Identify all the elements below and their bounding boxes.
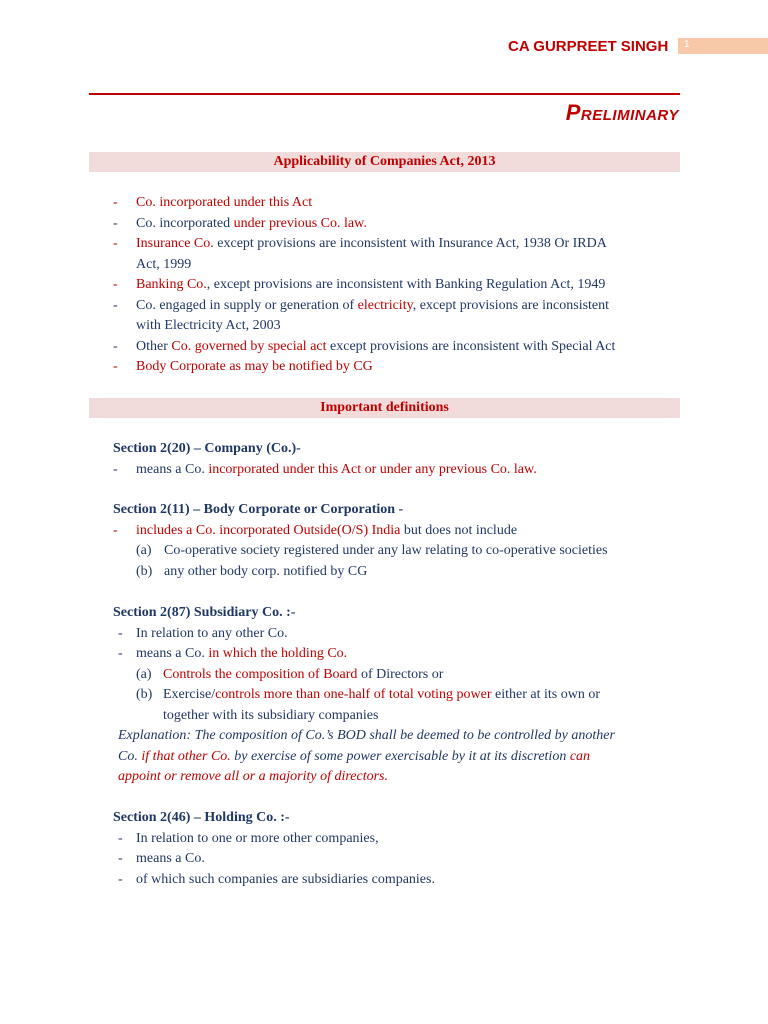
applicability-item — [136, 275, 605, 295]
text-run: In relation to one or more other companies, — [136, 830, 379, 846]
text-run: Co. incorporated — [136, 215, 234, 231]
bullet-dash: - — [113, 195, 118, 210]
header-author: CA GURPREET SINGH — [508, 38, 669, 55]
text-run: together with its subsidiary companies — [163, 707, 379, 723]
text-run: includes a Co. incorporated Outside(O/S) India — [136, 522, 401, 538]
sub-item-marker: (a) — [136, 666, 152, 682]
text-run: , except provisions are inconsistent with Banking Regulation Act, 1949 — [206, 277, 606, 292]
applicability-item-continued — [136, 316, 281, 336]
text-run: Banking Co. — [136, 277, 207, 292]
applicability-item — [136, 296, 609, 316]
section-title: Section 2(87) Subsidiary Co. :- — [113, 605, 296, 620]
definition-sub-item — [164, 541, 608, 561]
applicability-item — [136, 193, 312, 213]
chapter-title: Preliminary — [565, 100, 679, 125]
definition-sub-item — [164, 562, 367, 582]
definition-sub-item — [163, 685, 600, 705]
sub-item-marker: (b) — [136, 687, 153, 702]
bullet-dash: - — [113, 277, 118, 292]
definition-sub-item-continued — [163, 706, 378, 726]
applicability-item — [136, 234, 607, 254]
page-number: 1 — [684, 39, 690, 50]
definition-item — [136, 644, 347, 664]
definition-item — [136, 829, 379, 849]
text-run: Exercise/ — [163, 687, 216, 702]
text-run: any other body corp. notified by CG — [164, 563, 368, 579]
text-run: under previous Co. law. — [233, 215, 367, 231]
text-run: but does not include — [400, 522, 518, 538]
header-rule — [89, 93, 680, 95]
text-run: Explanation: The composition of Co.’s BOD shall be deemed to be controlled by another — [118, 728, 615, 743]
applicability-heading: Applicability of Companies Act, 2013 — [89, 152, 680, 172]
bullet-dash: - — [113, 297, 118, 313]
explanation-line — [118, 726, 615, 746]
definition-item — [136, 521, 517, 541]
applicability-item — [136, 357, 373, 377]
bullet-dash: - — [113, 215, 118, 231]
applicability-item — [136, 214, 367, 234]
text-run: Co-operative society registered under any law relating to co-operative societies — [164, 543, 608, 558]
bullet-dash: - — [113, 359, 118, 374]
text-run: with Electricity Act, 2003 — [136, 318, 281, 333]
text-run: , except provisions are inconsistent — [412, 297, 610, 313]
text-run: if that other Co. — [141, 748, 231, 764]
definition-sub-item — [163, 665, 443, 685]
text-run: except provisions are inconsistent with Insurance Act, 1938 Or IRDA — [213, 236, 607, 251]
text-run: Act, 1999 — [136, 256, 192, 272]
sub-item-marker: (a) — [136, 543, 152, 558]
section-title: Section 2(46) – Holding Co. :- — [113, 810, 290, 825]
applicability-item-continued — [136, 255, 191, 275]
text-run: Insurance Co. — [136, 236, 214, 251]
page-number-box — [678, 38, 768, 54]
text-run: means a Co. — [136, 851, 205, 866]
bullet-dash: - — [113, 236, 118, 251]
text-run: Other — [136, 338, 172, 354]
sub-item-marker: (b) — [136, 563, 153, 579]
explanation-line — [118, 747, 590, 767]
text-run: means a Co. — [136, 461, 209, 477]
text-run: means a Co. — [136, 646, 209, 661]
text-run: appoint or remove all or a majority of directors. — [118, 769, 388, 784]
bullet-dash: - — [118, 851, 123, 866]
text-run: either at its own or — [491, 687, 601, 702]
bullet-dash: - — [118, 871, 123, 887]
text-run: Co. — [118, 748, 142, 764]
text-run: Co. governed by special act — [171, 338, 327, 354]
section-title: Section 2(11) – Body Corporate or Corporation - — [113, 502, 404, 517]
text-run: incorporated under this Act or under any previous Co. law. — [208, 461, 537, 477]
text-run: Co. incorporated under this Act — [136, 195, 313, 210]
text-run: In relation to any other Co. — [136, 625, 288, 641]
text-run: can — [569, 748, 591, 764]
section-title: Section 2(20) – Company (Co.)- — [113, 441, 301, 456]
bullet-dash: - — [113, 338, 118, 354]
text-run: Co. engaged in supply or generation of — [136, 297, 358, 313]
text-run: of which such companies are subsidiaries companies. — [136, 871, 435, 887]
definition-item — [136, 460, 537, 480]
bullet-dash: - — [118, 625, 123, 641]
definition-item — [136, 870, 435, 890]
bullet-dash: - — [118, 830, 123, 846]
bullet-dash: - — [113, 461, 118, 477]
text-run: controls more than one-half of total voting power — [215, 687, 492, 702]
text-run: Body Corporate as may be notified by CG — [136, 359, 373, 374]
definition-item — [136, 849, 205, 869]
text-run: except provisions are inconsistent with Special Act — [326, 338, 616, 354]
text-run: of Directors or — [357, 666, 444, 682]
bullet-dash: - — [118, 646, 123, 661]
definition-item — [136, 624, 288, 644]
bullet-dash: - — [113, 522, 118, 538]
applicability-item — [136, 337, 615, 357]
text-run: by exercise of some power exercisable by it at its discretion — [230, 748, 570, 764]
text-run: Controls the composition of Board — [163, 666, 358, 682]
text-run: electricity — [357, 297, 413, 313]
explanation-line — [118, 767, 388, 787]
text-run: in which the holding Co. — [208, 646, 348, 661]
definitions-heading: Important definitions — [89, 398, 680, 418]
